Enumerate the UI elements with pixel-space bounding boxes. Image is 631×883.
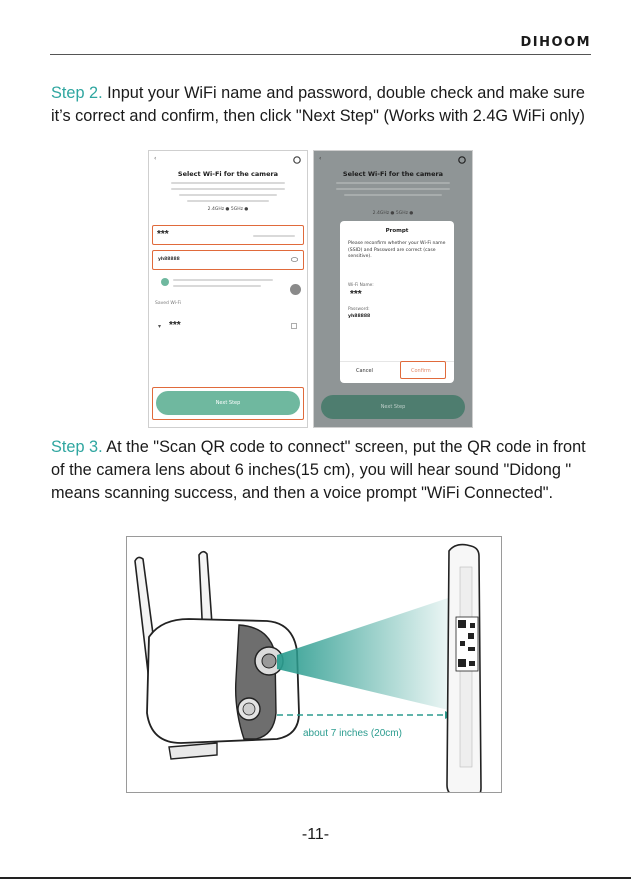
back-arrow-icon: ‹ — [154, 155, 157, 162]
qr-code-icon — [456, 617, 478, 671]
step3-label: Step 3. — [51, 438, 103, 456]
step2-paragraph — [51, 82, 591, 128]
header-divider — [50, 54, 591, 55]
wifi-password-field[interactable]: yh88888 — [158, 257, 180, 262]
cancel-button[interactable]: Cancel — [356, 368, 373, 374]
wifi-name-value: *** — [350, 289, 362, 300]
step3-text: At the "Scan QR code to connect" screen, put the QR code in front of the camera lens about 6 inches(15 cm), you will hear sound "Didong " means scanning success, and then a voice prompt "WiFi Connected". — [51, 438, 586, 502]
headset-icon — [458, 156, 466, 164]
saved-wifi-name[interactable]: *** — [169, 320, 181, 331]
footer-divider — [0, 877, 631, 879]
wifi-confirm-screenshot — [313, 150, 473, 428]
band-indicator: 2.4GHz ● 5GHz ● — [207, 207, 249, 212]
screen-title: Select Wi-Fi for the camera — [177, 170, 279, 178]
confirm-button[interactable]: Confirm — [411, 368, 431, 374]
eye-icon[interactable] — [291, 257, 298, 262]
back-arrow-icon: ‹ — [319, 155, 322, 162]
step2-text: Input your WiFi name and password, double check and make sure it’s correct and confirm, then click "Next Step" (Works with 2.4G WiFi only) — [51, 84, 585, 125]
headset-icon — [293, 156, 301, 164]
wifi-name-label: Wi-Fi Name: — [348, 283, 374, 288]
camera-phone-drawing — [127, 537, 501, 792]
step3-paragraph — [51, 436, 591, 505]
check-icon[interactable] — [161, 278, 169, 286]
prompt-title: Prompt — [385, 228, 409, 234]
brand-logo: DIHOOM — [520, 35, 591, 50]
password-value: yh88888 — [348, 314, 371, 319]
step2-label: Step 2. — [51, 84, 103, 102]
screen-title: Select Wi-Fi for the camera — [342, 170, 444, 178]
distance-label: about 7 inches (20cm) — [303, 728, 402, 739]
wifi-signal-icon: ▾ — [158, 323, 162, 330]
delete-icon[interactable] — [291, 322, 297, 329]
next-step-button[interactable]: Next Step — [156, 391, 300, 415]
help-icon[interactable] — [290, 284, 301, 295]
next-step-button[interactable]: Next Step — [321, 395, 465, 419]
wifi-setup-screenshot — [148, 150, 308, 428]
prompt-dialog — [340, 221, 454, 383]
saved-wifi-label: Saved Wi-Fi — [155, 301, 182, 306]
wifi-name-field[interactable]: *** — [157, 229, 169, 240]
page-number: -11- — [301, 826, 330, 843]
camera-scan-illustration — [126, 536, 502, 793]
band-indicator: 2.4GHz ● 5GHz ● — [372, 211, 414, 216]
password-label: Password: — [348, 307, 370, 312]
prompt-message: Please reconfirm whether your Wi-Fi name (SSID) and Password are correct (case sensitive). — [348, 241, 446, 259]
